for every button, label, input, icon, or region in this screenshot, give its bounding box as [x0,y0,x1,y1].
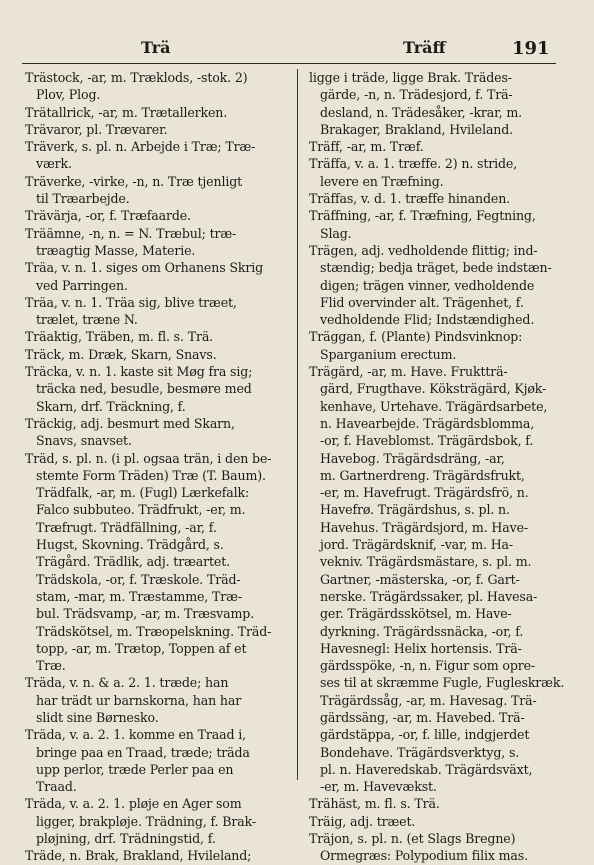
entry-line: Plov, Plog. [36,87,101,103]
entry-line: Trädskötsel, m. Træopelskning. Träd- [36,623,272,639]
entry-line: desland, n. Trädesåker, -krar, m. [320,104,523,120]
entry-line: gärdstäppa, -or, f. lille, indgjerdet [320,727,530,743]
entry-line: gärdssäng, -ar, m. Havebed. Trä- [320,709,525,725]
entry-line: -or, f. Haveblomst. Trägärdsbok, f. [320,433,534,449]
entry-line: værk. [36,156,72,172]
entry-line: digen; trägen vinner, vedholdende [320,277,535,293]
entry-line: trælet, træne N. [36,312,138,328]
dictionary-entry [309,363,564,795]
dictionary-entry [25,795,289,847]
entry-line: stam, -mar, m. Træstamme, Træ- [36,588,242,604]
dictionary-entry [25,138,289,173]
entry-line: Snavs, snavset. [36,433,132,449]
dictionary-entry [25,674,289,726]
entry-line: nerske. Trägärdssaker, pl. Havesa- [320,588,538,604]
entry-line: Träck, m. Dræk, Skarn, Snavs. [25,346,217,362]
dictionary-entry [309,138,564,155]
column-divider [297,69,298,780]
entry-line: ger. Trägärdsskötsel, m. Have- [320,606,512,622]
entry-line: Trähäst, m. fl. s. Trä. [309,796,440,812]
entry-line: slidt sine Børnesko. [36,709,159,725]
entry-line: Träcka, v. n. 1. kaste sit Møg fra sig; [25,364,253,380]
entry-line: ligger, brakpløje. Trädning, f. Brak- [36,813,256,829]
entry-line: Træfrugt. Trädfällning, -ar, f. [36,519,217,535]
entry-line: upp perlor, træde Perler paa en [36,761,234,777]
entry-line: bringe paa en Traad, træde; träda [36,744,250,760]
entry-line: topp, -ar, m. Trætop, Toppen af et [36,640,247,656]
entry-line: Trävärja, -or, f. Træfaarde. [25,208,191,224]
dictionary-entry [25,346,289,363]
running-head-right: Träff [403,38,446,57]
entry-line: bul. Trädsvamp, -ar, m. Træsvamp. [36,606,255,622]
header-rule [22,63,556,64]
entry-line: Trägärd, -ar, m. Have. Fruktträ- [309,364,508,380]
dictionary-entry [25,173,289,208]
entry-line: Träig, adj. træet. [309,813,416,829]
entry-line: Træ. [36,658,66,674]
entry-line: Brakager, Brakland, Hvileland. [320,121,514,137]
entry-line: Falco subbuteo. Trädfrukt, -er, m. [36,502,246,518]
dictionary-entry [25,259,289,294]
entry-line: kenhave, Urtehave. Trägärdsarbete, [320,398,548,414]
entry-line: -er, m. Havevækst. [320,779,437,795]
entry-line: Trädskola, -or, f. Træskole. Träd- [36,571,241,587]
entry-line: m. Gartnerdreng. Trägärdsfrukt, [320,467,525,483]
entry-line: Träda, v. a. 2. 1. pløje en Ager som [25,796,242,812]
entry-line: jord. Trägärdsknif, -var, m. Ha- [320,537,514,553]
entry-line: Träckig, adj. besmurt med Skarn, [25,415,235,431]
entry-line: gärdsspöke, -n, n. Figur som opre- [320,658,536,674]
dictionary-entry [309,795,564,812]
entry-line: Havesnegl: Helix hortensis. Trä- [320,640,522,656]
entry-line: Trägen, adj. vedholdende flittig; ind- [309,242,538,258]
entry-line: Ormegræs: Polypodium filix mas. [320,848,528,864]
entry-line: Skarn, drf. Träckning, f. [36,398,186,414]
entry-line: Sparganium erectum. [320,346,457,362]
entry-line: Gartner, -mästerska, -or, f. Gart- [320,571,520,587]
dictionary-entry [309,830,564,865]
entry-line: Flid overvinder alt. Trägenhet, f. [320,294,524,310]
entry-line: Träggan, f. (Plante) Pindsvinknop: [309,329,523,345]
entry-line: gärde, -n, n. Trädesjord, f. Trä- [320,87,513,103]
entry-line: Slag. [320,225,352,241]
entry-line: dyrkning. Trägärdssnäcka, -or, f. [320,623,524,639]
entry-line: Träjon, s. pl. n. (et Slags Bregne) [309,831,516,847]
entry-line: træagtig Masse, Materie. [36,242,196,258]
dictionary-entry [25,207,289,224]
dictionary-entry [25,363,289,415]
entry-line: Träd, s. pl. n. (i pl. ogsaa trän, i den be- [25,450,272,466]
entry-line: Trästock, -ar, m. Træklods, -stok. 2) [25,70,248,85]
entry-line: stemte Form Träden) Træ (T. Baum). [36,467,266,483]
dictionary-entry [25,415,289,450]
entry-line: Hugst, Skovning. Trädgård, s. [36,537,224,553]
entry-line: Trägärdssåg, -ar, m. Havesag. Trä- [320,692,537,708]
dictionary-entry [25,726,289,795]
entry-line: ved Parringen. [36,277,128,293]
entry-line: Havebog. Trägärdsdräng, -ar, [320,450,505,466]
dictionary-entry [25,328,289,345]
entry-line: Havehus. Trägärdsjord, m. Have- [320,519,528,535]
left-column [25,69,289,864]
dictionary-entry [309,242,564,328]
entry-line: Traad. [36,779,77,795]
entry-line: ligge i träde, ligge Brak. Trädes- [309,70,512,85]
entry-line: stændig; bedja träget, bede indstæn- [320,260,552,276]
entry-line: -er, m. Havefrugt. Trägärdsfrö, n. [320,485,529,501]
entry-line: Träaktig, Träben, m. fl. s. Trä. [25,329,214,345]
dictionary-entry [25,69,289,104]
dictionary-entry [309,328,564,363]
dictionary-entry [309,155,564,190]
page-number: 191 [512,38,550,59]
entry-line: vedholdende Flid; Indstændighed. [320,312,535,328]
entry-line: gärd, Frugthave. Köksträgärd, Kjøk- [320,381,547,397]
entry-line: ses til at skræmme Fugle, Fugleskræk. [320,675,565,691]
running-head-left: Trä [141,38,171,57]
dictionary-entry [25,847,289,864]
entry-line: träcka ned, besudle, besmøre med [36,381,252,397]
entry-line: Trägård. Trädlik, adj. træartet. [36,554,230,570]
dictionary-entry [25,121,289,138]
entry-line: Träff, -ar, m. Træf. [309,139,424,155]
entry-line: Träda, v. a. 2. 1. komme en Traad i, [25,727,246,743]
entry-line: Träffa, v. a. 1. træffe. 2) n. stride, [309,156,518,172]
right-column [309,69,565,864]
entry-line: Träffas, v. d. 1. træffe hinanden. [309,191,511,207]
entry-line: pløjning, drf. Trädningstid, f. [36,831,216,847]
entry-line: Trätallrick, -ar, m. Trætallerken. [25,104,228,120]
entry-line: Träa, v. n. 1. Träa sig, blive træet, [25,294,237,310]
dictionary-entry [309,207,564,242]
entry-line: Trävaror, pl. Trævarer. [25,121,168,137]
entry-line: levere en Træfning. [320,173,444,189]
entry-line: Träverk, s. pl. n. Arbejde i Træ; Træ- [25,139,256,155]
entry-line: pl. n. Haveredskab. Trägärdsväxt, [320,761,533,777]
entry-line: Trädfalk, -ar, m. (Fugl) Lærkefalk: [36,485,250,501]
dictionary-entry [309,69,564,138]
entry-line: Havefrø. Trägärdshus, s. pl. n. [320,502,510,518]
dictionary-entry [25,450,289,675]
entry-line: n. Havearbejde. Trägärdsblomma, [320,415,535,431]
entry-line: Träde, n. Brak, Brakland, Hvileland; [25,848,252,864]
entry-line: Bondehave. Trägärdsverktyg, s. [320,744,520,760]
dictionary-entry [25,294,289,329]
dictionary-entry [309,190,564,207]
entry-line: Träa, v. n. 1. siges om Orhanens Skrig [25,260,263,276]
entry-line: har trädt ur barnskorna, han har [36,692,242,708]
entry-line: vekniv. Trägärdsmästare, s. pl. m. [320,554,532,570]
entry-line: Träämne, -n, n. = N. Træbul; træ- [25,225,237,241]
entry-line: Träverke, -virke, -n, n. Træ tjenligt [25,173,243,189]
entry-line: Träda, v. n. & a. 2. 1. træde; han [25,675,229,691]
dictionary-entry [25,104,289,121]
dictionary-entry [25,225,289,260]
entry-line: til Træarbejde. [36,191,130,207]
entry-line: Träffning, -ar, f. Træfning, Fegtning, [309,208,536,224]
dictionary-entry [309,813,564,830]
